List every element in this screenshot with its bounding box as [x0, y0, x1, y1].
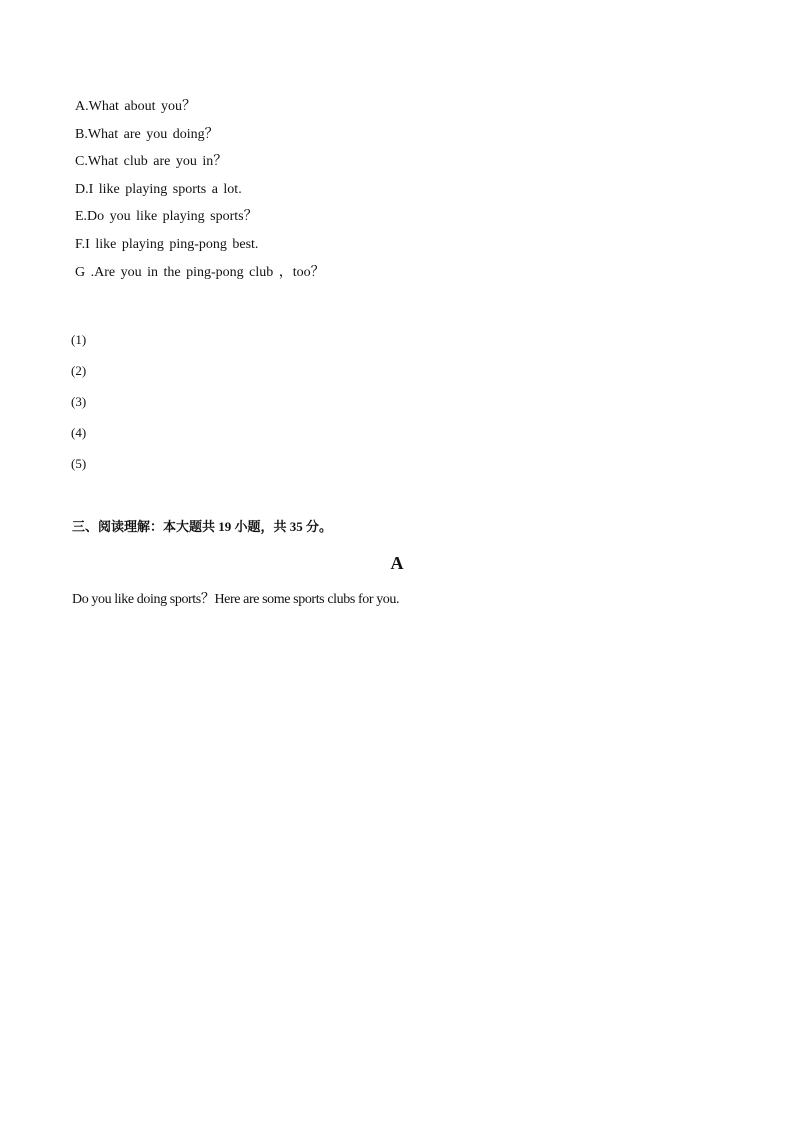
option-f: F.I like playing ping-pong best. — [75, 236, 259, 252]
passage-intro: Do you like doing sports？Here are some sports clubs for you. — [72, 592, 400, 607]
answer-3: (3) — [71, 394, 87, 409]
answer-2: (2) — [71, 363, 87, 378]
option-e: E.Do you like playing sports？ — [75, 209, 258, 225]
answer-list — [71, 331, 86, 486]
answer-4: (4) — [71, 425, 87, 440]
answer-5: (5) — [71, 456, 87, 471]
answer-1: (1) — [71, 332, 87, 347]
section-heading: 三、阅读理解：本大题共 19 小题，共 35 分。 — [72, 519, 333, 534]
option-a: A.What about you？ — [75, 99, 197, 114]
passage-title: A — [390, 553, 404, 573]
option-list — [75, 97, 325, 290]
option-g: G .Are you in the ping-pong club ，too？ — [75, 264, 325, 280]
option-d: D.I like playing sports a lot. — [75, 181, 242, 197]
option-c: C.What club are you in？ — [75, 154, 228, 170]
option-b: B.What are you doing？ — [75, 126, 219, 142]
